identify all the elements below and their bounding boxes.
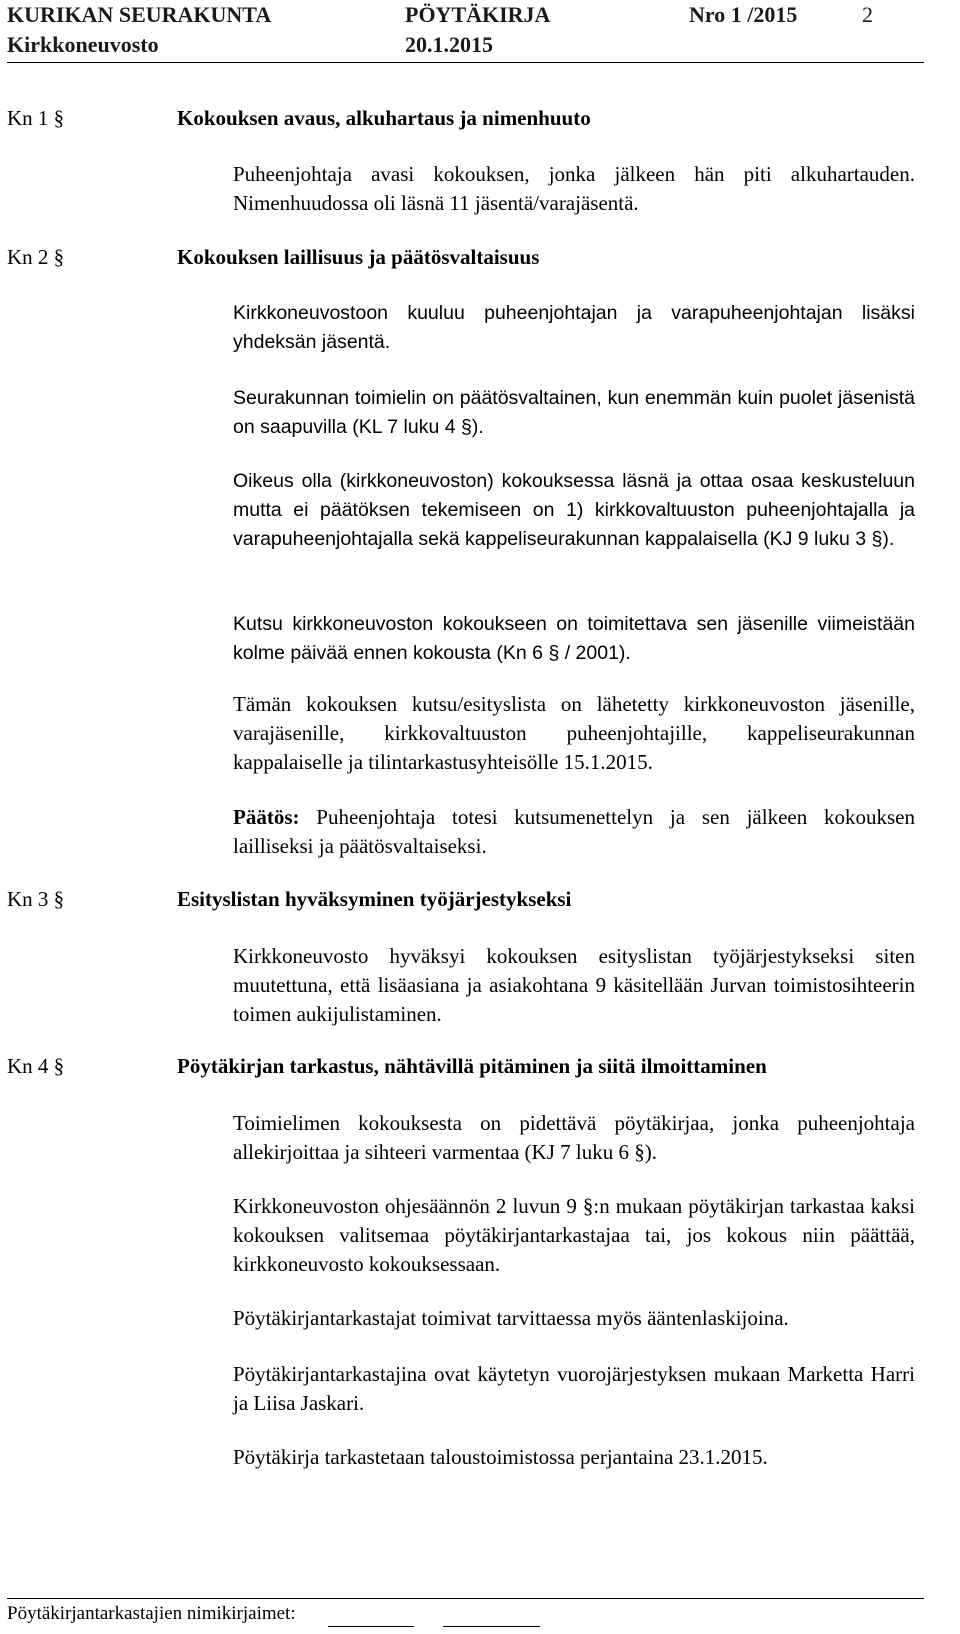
paragraph: Seurakunnan toimielin on päätösvaltainen, kun enemmän kuin puolet jäsenistä on saapuvilla (KL 7 luku 4 §). (233, 387, 915, 438)
section-title-kn2: Kokouksen laillisuus ja päätösvaltaisuus (177, 245, 540, 269)
section-label-kn4: Kn 4 § (7, 1054, 65, 1078)
header-row-2 (7, 32, 927, 62)
header-row-1 (7, 2, 927, 32)
section-label-kn1: Kn 1 § (7, 106, 65, 130)
meeting-date: 20.1.2015 (405, 32, 493, 57)
doc-type: PÖYTÄKIRJA (405, 2, 551, 27)
org-name: KURIKAN SEURAKUNTA (7, 2, 272, 27)
header-divider (7, 62, 924, 63)
doc-number: Nro 1 /2015 (689, 2, 798, 27)
paragraph: Toimielimen kokouksesta on pidettävä pöytäkirjaa, jonka puheenjohtaja allekirjoittaa ja sihteeri varmentaa (KJ 7 luku 6 §). (233, 1111, 915, 1164)
paragraph: Tämän kokouksen kutsu/esityslista on lähetetty kirkkoneuvoston jäsenille, varajäsenille, kirkkovaltuuston puheenjohtajille, kappeliseurakunnan kappalaiselle ja tilintarkastusyhteisölle 15.1.2015. (233, 692, 915, 774)
footer-signature-label: Pöytäkirjantarkastajien nimikirjaimet: (7, 1603, 296, 1624)
paragraph: Kirkkoneuvoston ohjesäännön 2 luvun 9 §:n mukaan pöytäkirjan tarkastaa kaksi kokouksen valitsemaa pöytäkirjantarkastajaa tai, jos kokous niin päättää, kirkkoneuvosto kokouksessaan. (233, 1194, 915, 1276)
footer-divider (7, 1598, 924, 1599)
section-title-kn4: Pöytäkirjan tarkastus, nähtävillä pitäminen ja siitä ilmoittaminen (177, 1054, 767, 1078)
decision-label: Päätös: (233, 805, 300, 829)
paragraph: Kirkkoneuvosto hyväksyi kokouksen esityslistan työjärjestykseksi siten muutettuna, että lisäasiana ja asiakohtana 9 käsitellään Jurvan toimistosihteerin toimen aukijulistaminen. (233, 944, 915, 1026)
signature-line-2 (443, 1626, 540, 1627)
paragraph: Puheenjohtaja avasi kokouksen, jonka jälkeen hän piti alkuhartauden. Nimenhuudossa oli läsnä 11 jäsentä/varajäsentä. (233, 162, 915, 215)
section-title-kn3: Esityslistan hyväksyminen työjärjestykseksi (177, 887, 572, 911)
page-number: 2 (862, 2, 873, 27)
paragraph: Pöytäkirjantarkastajina ovat käytetyn vuorojärjestyksen mukaan Marketta Harri ja Liisa Jaskari. (233, 1362, 915, 1415)
paragraph: Kirkkoneuvostoon kuuluu puheenjohtajan ja varapuheenjohtajan lisäksi yhdeksän jäsentä. (233, 302, 915, 353)
body-name: Kirkkoneuvosto (7, 32, 159, 57)
page-header (7, 2, 927, 62)
paragraph: Pöytäkirja tarkastetaan taloustoimistossa perjantaina 23.1.2015. (233, 1445, 768, 1469)
section-title-kn1: Kokouksen avaus, alkuhartaus ja nimenhuuto (177, 106, 591, 130)
signature-line-1 (328, 1626, 414, 1627)
paragraph: Kutsu kirkkoneuvoston kokoukseen on toimitettava sen jäsenille viimeistään kolme päivää ennen kokousta (Kn 6 § / 2001). (233, 613, 915, 664)
decision-paragraph (233, 803, 915, 861)
paragraph: Oikeus olla (kirkkoneuvoston) kokouksessa läsnä ja ottaa osaa keskusteluun mutta ei päätöksen tekemiseen on 1) kirkkovaltuuston puheenjohtajalla ja varapuheenjohtajalla sekä kappeliseurakunnan kappalaisella (KJ 9 luku 3 §). (233, 470, 915, 550)
decision-text: Puheenjohtaja totesi kutsumenettelyn ja sen jälkeen kokouksen lailliseksi ja päätösvaltaiseksi. (233, 805, 915, 858)
section-label-kn3: Kn 3 § (7, 887, 65, 911)
paragraph: Pöytäkirjantarkastajat toimivat tarvittaessa myös ääntenlaskijoina. (233, 1306, 789, 1330)
section-label-kn2: Kn 2 § (7, 245, 65, 269)
